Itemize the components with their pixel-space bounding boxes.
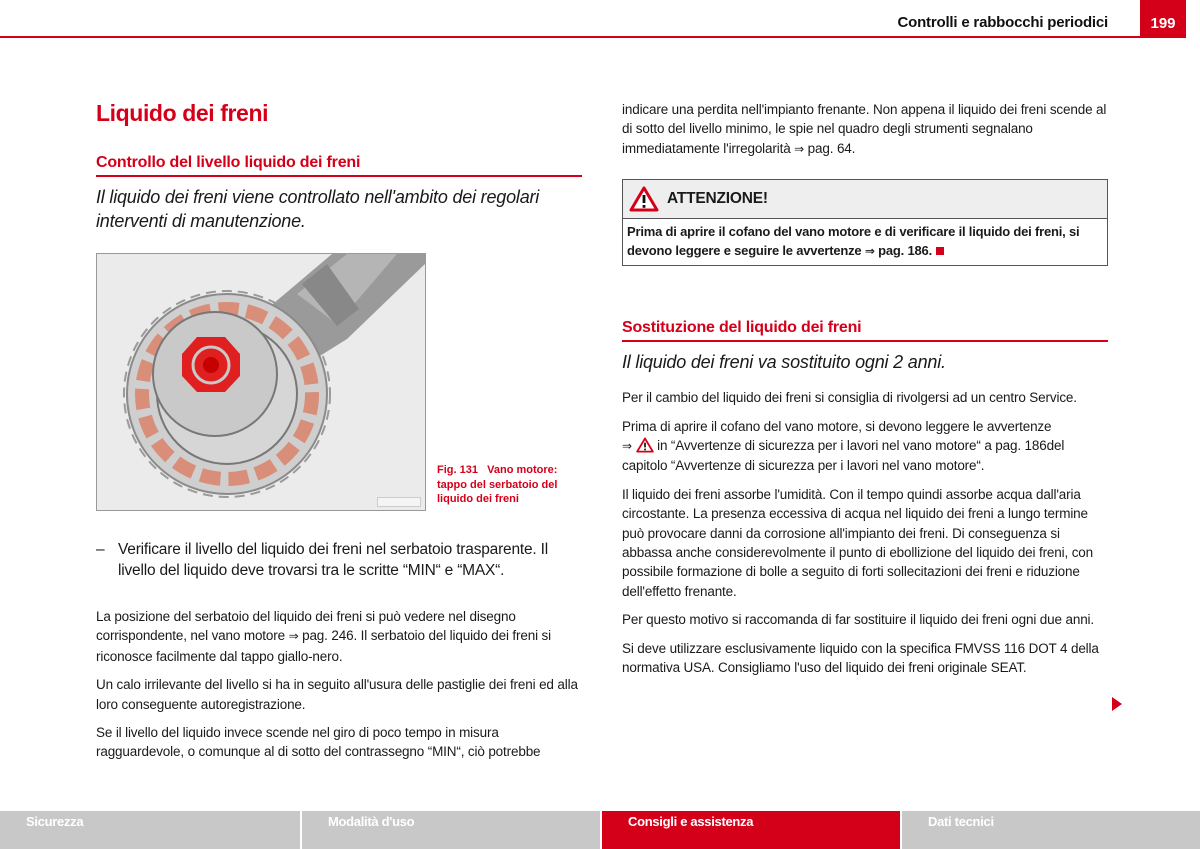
ref-arrow-icon: ⇒ bbox=[794, 141, 805, 156]
figure bbox=[96, 253, 582, 515]
figure-number: Fig. 131 bbox=[437, 464, 478, 476]
text: La posizione del serbatoio del liquido dei freni si può vedere nel disegno corrispondente, nel vano motore bbox=[96, 609, 516, 644]
text: indicare una perdita nell'impianto frenante. Non appena il liquido dei freni scende al di sotto del livello minimo, le spie nel quadro degli strumenti segnalano immediatamente l'irregolarità bbox=[622, 102, 1107, 156]
figure-image-brake-fluid-cap bbox=[96, 253, 426, 511]
paragraph-continued bbox=[622, 100, 1108, 159]
warning-triangle-icon bbox=[636, 437, 654, 453]
warning-box bbox=[622, 179, 1108, 266]
step-text: Verificare il livello del liquido dei freni nel serbatoio trasparente. Il livello del liquido deve trovarsi tra le scritte “MIN“ e “MAX“. bbox=[118, 541, 548, 579]
step-marker: – bbox=[96, 541, 105, 558]
chapter-tab-sicurezza[interactable]: Sicurezza bbox=[0, 811, 300, 849]
figure-code-label bbox=[377, 497, 421, 507]
running-header-title: Controlli e rabbocchi periodici bbox=[897, 14, 1108, 31]
page-title: Liquido dei freni bbox=[96, 100, 269, 126]
text: Prima di aprire il cofano del vano motore, si devono leggere le avvertenze bbox=[622, 418, 1052, 434]
header-rule bbox=[0, 36, 1140, 38]
section-intro: Il liquido dei freni va sostituito ogni 2 anni. bbox=[622, 352, 946, 373]
warning-body bbox=[623, 219, 1107, 265]
left-column bbox=[96, 96, 582, 771]
figure-caption-text: Vano motore: tappo del serbatoio del liquido dei freni bbox=[437, 464, 558, 505]
paragraph-specification: Si deve utilizzare esclusivamente liquido con la specifica FMVSS 116 DOT 4 della normativa USA. Consigliamo l'uso del liquido dei freni originale SEAT. bbox=[622, 640, 1099, 676]
chapter-tab-dati-tecnici[interactable]: Dati tecnici bbox=[900, 811, 1200, 849]
paragraph-humidity: Il liquido dei freni assorbe l'umidità. Con il tempo quindi assorbe acqua dall'aria circostante. La presenza eccessiva di acqua nel liquido dei freni a lungo termine può provocare danni da corrosione all'impianto dei freni. Di conseguenza si abbassa anche considerevolmente il punto di ebollizione del liquido dei freni, con possibile formazione di bolle a seguito di forti sollecitazioni dei freni e riduzione dell'effetto frenante. bbox=[622, 486, 1094, 599]
text: . bbox=[928, 243, 933, 259]
chapter-tab-modalita-uso[interactable]: Modalità d'uso bbox=[300, 811, 600, 849]
figure-caption bbox=[437, 463, 582, 507]
paragraph-replace-interval: Per questo motivo si raccomanda di far sostituire il liquido dei freni ogni due anni. bbox=[622, 612, 1095, 628]
end-of-section-icon bbox=[936, 247, 944, 255]
chapter-nav bbox=[0, 811, 1200, 849]
paragraph-service: Per il cambio del liquido dei freni si consiglia di rivolgersi ad un centro Service. bbox=[622, 390, 1077, 406]
ref-arrow-icon: ⇒ bbox=[622, 439, 632, 454]
text: in “Avvertenze di sicurezza per i lavori nel vano motore“ a pag. 186del capitolo “Avvertenze di sicurezza per i lavori nel vano motore“. bbox=[622, 438, 1065, 474]
text: Prima di aprire il cofano del vano motore e di verificare il liquido dei freni, si devono leggere e seguire le avvertenze bbox=[627, 224, 1080, 259]
page-reference-link[interactable]: pag. 64 bbox=[807, 140, 852, 156]
paragraph-level-drop: Un calo irrilevante del livello si ha in seguito all'usura delle pastiglie dei freni ed alla loro conseguente autoregistrazione. bbox=[96, 677, 578, 712]
warning-triangle-icon bbox=[629, 186, 659, 212]
paragraph-reservoir-position bbox=[96, 607, 582, 666]
ref-arrow-icon: ⇒ bbox=[288, 629, 299, 644]
ref-arrow-icon: ⇒ bbox=[864, 244, 875, 259]
section-intro: Il liquido dei freni viene controllato nell'ambito dei regolari interventi di manutenzione. bbox=[96, 187, 540, 231]
chapter-tab-consigli-assistenza[interactable]: Consigli e assistenza bbox=[600, 811, 900, 849]
paragraph-level-warning: Se il livello del liquido invece scende nel giro di poco tempo in misura ragguardevole, o comunque al di sotto del contrassegno “MIN“, ciò potrebbe bbox=[96, 725, 541, 760]
text: . bbox=[851, 140, 856, 156]
instruction-step bbox=[96, 539, 582, 581]
warning-title: ATTENZIONE! bbox=[667, 190, 768, 208]
paragraph-safety-reference bbox=[622, 417, 1108, 476]
warning-header bbox=[623, 180, 1107, 219]
text: . Il serbatoio del liquido dei freni si riconosce facilmente dal tappo giallo-nero. bbox=[96, 628, 551, 664]
page-reference-link[interactable]: pag. 186 bbox=[878, 243, 929, 259]
section-heading-replacement: Sostituzione del liquido dei freni bbox=[622, 318, 1108, 342]
continue-arrow-icon[interactable] bbox=[1112, 697, 1122, 711]
section-heading-check-level: Controllo del livello liquido dei freni bbox=[96, 153, 582, 177]
page-number: 199 bbox=[1140, 0, 1186, 38]
right-column bbox=[622, 100, 1108, 687]
brake-fluid-cap-illustration bbox=[97, 254, 425, 510]
page-reference-link[interactable]: pag. 246 bbox=[302, 628, 354, 644]
